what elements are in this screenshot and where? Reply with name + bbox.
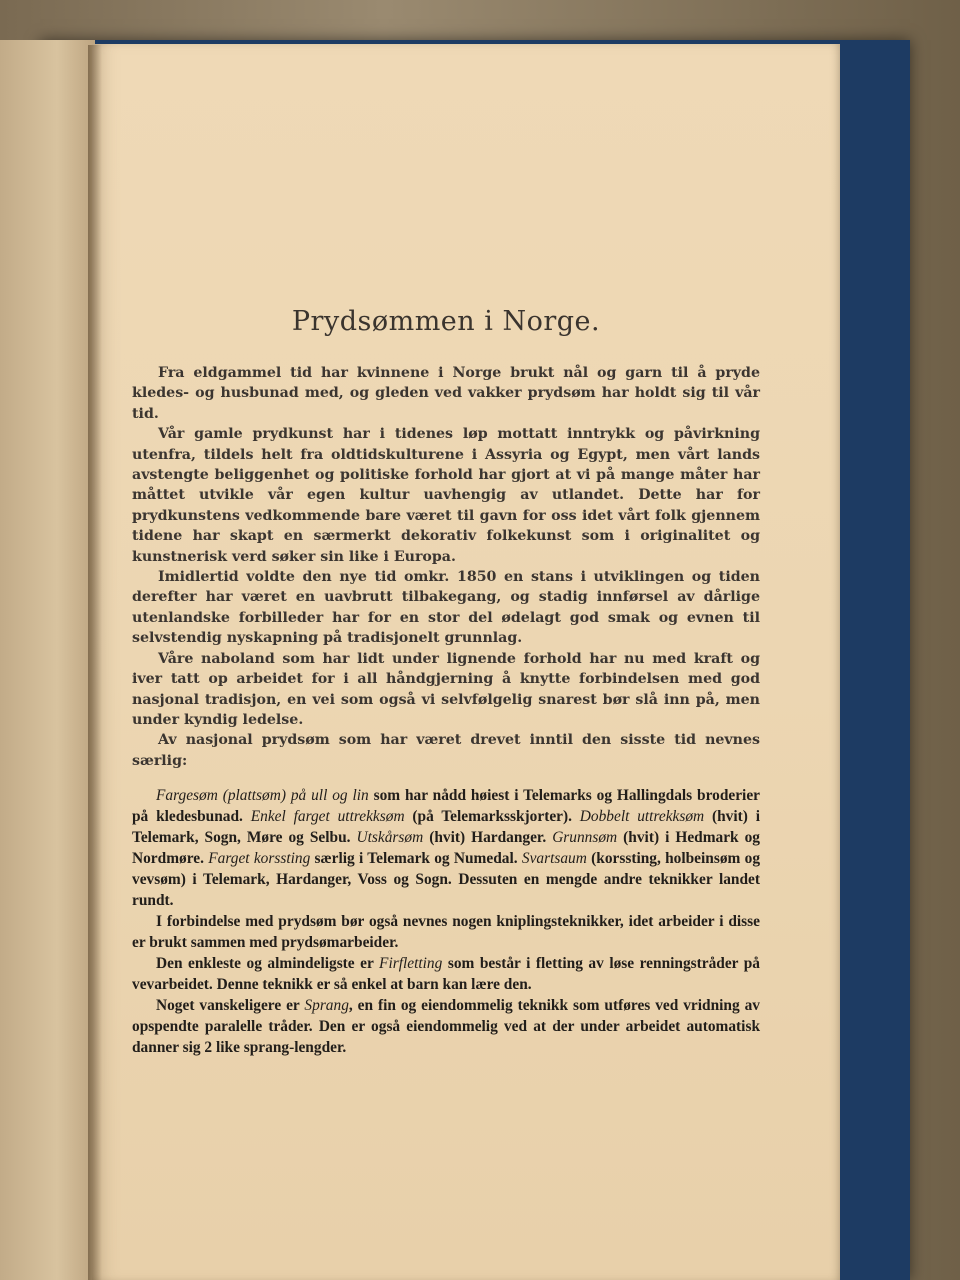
sprang-before: Noget vanskeligere er [156,997,305,1015]
technique-svartsaum: Svartsaum [521,850,587,868]
firfletting-before: Den enkleste og almindeligste er [156,955,380,973]
technique-fargesom-text: som har nådd høiest i Telemarks og Hallingdals broderier på kledesbunad. [132,787,760,826]
section-gap [132,771,760,785]
technique-fargesom: Fargesøm (plattsøm) på ull og lin [156,787,369,805]
page-gutter-shadow [88,45,102,1280]
paragraph-techniques [132,785,760,911]
paragraph-intro-4: Våre naboland som har lidt under lignende forhold har nu med kraft og iver tatt op arbeidet for i all håndgjerning å knytte forbindelsen med god nasjonal tradisjon, en vei som også vi selvfølgelig snarest bør slå inn på, men under kyndig ledelse. [132,650,760,728]
left-page-edge [0,40,95,1280]
technique-dobbelt-uttrekksom-text: (hvit) i Telemark, Sogn, Møre og Selbu. [132,808,760,847]
technique-utskarsom-text: (hvit) Hardanger. [423,829,553,847]
technique-svartsaum-text: (korssting, holbeinsøm og vevsøm) i Telemark, Hardanger, Voss og Sogn. Dessuten en mengde andre teknikker landet rundt. [132,850,761,910]
technique-enkel-uttrekksom-text: (på Telemarksskjorter). [404,808,580,826]
page-title: Prydsømmen i Norge. [291,306,601,337]
paragraph-intro-1: Fra eldgammel tid har kvinnene i Norge brukt nål og garn til å pryde kledes- og husbunad med, og gleden ved vakker prydsøm har holdt sig til vår tid. [132,365,760,422]
technique-farget-korssting: Farget korssting [208,850,311,868]
technique-utskarsom: Utskårsøm [356,829,424,847]
technique-enkel-uttrekksom: Enkel farget uttrekksøm [250,808,405,826]
firfletting-after: som består i fletting av løse renningstråder på vevarbeidet. Denne teknikk er så enkel at barn kan lære den. [132,955,761,994]
page-text [132,306,760,1058]
book-page [92,44,840,1280]
paragraph-intro-5: Av nasjonal prydsøm som har været drevet inntil den sisste tid nevnes særlig: [132,732,760,769]
paragraph-intro-2: Vår gamle prydkunst har i tidenes løp mottatt inntrykk og påvirkning utenfra, tildels helt fra oldtidskulturene i Assyria og Egypt, men vårt lands avstengte beliggenhet og politiske forhold har gjort at vi på mange måter har måttet utvikle vår egen kultur uavhengig av utlandet. Dette har for prydkunstens vedkommende bare været til gavn for oss idet vårt folk gjennem tidene har skapt en særmerkt dekorativ folkekunst som i originalitet og kunstnerisk verd søker sin like i Europa. [132,426,760,565]
technique-grunnsom: Grunnsøm [552,829,618,847]
technique-sprang: Sprang [304,997,349,1015]
paragraph-sprang [132,995,760,1058]
paragraph-firfletting [132,953,760,995]
technique-firfletting: Firfletting [379,955,443,973]
paragraph-intro-3: Imidlertid voldte den nye tid omkr. 1850 en stans i utviklingen og tiden derefter har været en uavbrutt tilbakegang, og stadig innførsel av dårlige utenlandske forbilleder har for en stor del ødelagt god smak og evnen til selvstendig nyskapning på tradisjonelt grunnlag. [132,569,760,647]
technique-grunnsom-text: (hvit) i Hedmark og Nordmøre. [132,829,760,868]
technique-dobbelt-uttrekksom: Dobbelt uttrekksøm [579,808,705,826]
technique-farget-korssting-text: særlig i Telemark og Numedal. [310,850,522,868]
paragraph-lace: I forbindelse med prydsøm bør også nevnes nogen kniplingsteknikker, idet arbeider i disse er brukt sammen med prydsømarbeider. [132,913,760,952]
sprang-after: , en fin og eiendommelig teknikk som utføres ved vridning av opspendte paralelle tråder. Den er også eiendommelig ved at der under arbeidet automatisk danner sig 2 like sprang-lengder. [132,997,760,1057]
